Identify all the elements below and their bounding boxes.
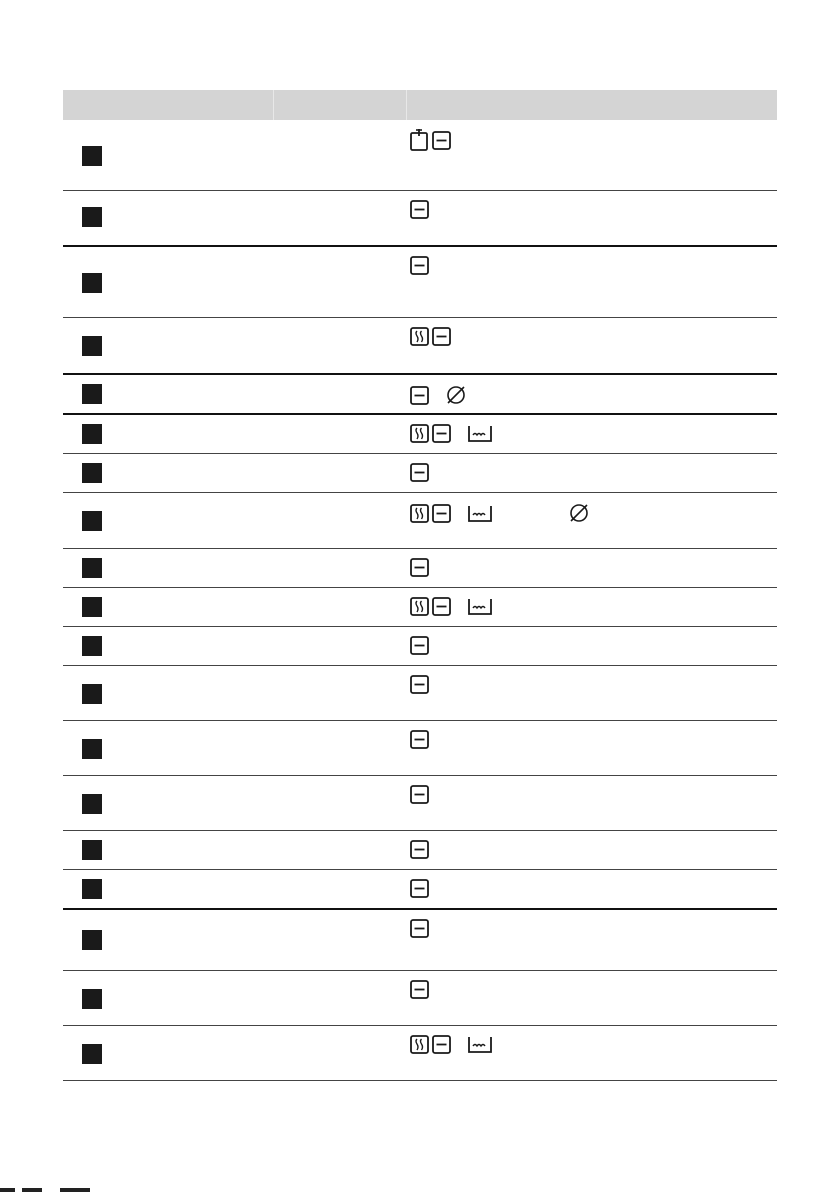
off-icon bbox=[568, 502, 590, 524]
steam-icon bbox=[410, 597, 429, 616]
steam-icon bbox=[410, 504, 429, 523]
row-icons bbox=[410, 200, 432, 219]
table-row bbox=[63, 454, 777, 493]
row-marker bbox=[82, 273, 102, 293]
row-icons bbox=[410, 980, 432, 999]
panel-icon bbox=[432, 504, 451, 523]
row-icons bbox=[410, 327, 454, 346]
table-row bbox=[63, 415, 777, 454]
row-icons bbox=[410, 558, 432, 577]
row-marker bbox=[82, 930, 102, 950]
settings-table bbox=[63, 90, 777, 1081]
water-tray-icon bbox=[467, 597, 493, 616]
row-icons bbox=[410, 675, 432, 694]
table-row bbox=[63, 831, 777, 870]
row-marker bbox=[82, 739, 102, 759]
row-marker bbox=[82, 511, 102, 531]
steam-icon bbox=[410, 327, 429, 346]
steam-icon bbox=[410, 1035, 429, 1054]
table-row bbox=[63, 493, 777, 549]
row-icons bbox=[410, 879, 432, 898]
timer-icon bbox=[410, 129, 429, 151]
row-icons bbox=[410, 129, 454, 151]
panel-icon bbox=[410, 463, 429, 482]
table-row bbox=[63, 247, 777, 318]
header-divider bbox=[273, 90, 274, 120]
row-marker bbox=[82, 146, 102, 166]
panel-icon bbox=[410, 980, 429, 999]
row-icons bbox=[410, 840, 432, 859]
row-marker bbox=[82, 207, 102, 227]
panel-icon bbox=[410, 558, 429, 577]
table-row bbox=[63, 318, 777, 375]
row-marker bbox=[82, 636, 102, 656]
row-marker bbox=[82, 424, 102, 444]
table-row bbox=[63, 120, 777, 191]
table-row bbox=[63, 971, 777, 1026]
page-edge-marks bbox=[0, 1188, 95, 1192]
table-row bbox=[63, 549, 777, 588]
row-marker bbox=[82, 558, 102, 578]
panel-icon bbox=[432, 131, 451, 150]
table-row bbox=[63, 721, 777, 776]
water-tray-icon bbox=[467, 504, 493, 523]
panel-icon bbox=[410, 386, 429, 405]
table-body bbox=[63, 120, 777, 1081]
row-icons bbox=[410, 463, 432, 482]
table-row bbox=[63, 870, 777, 910]
panel-icon bbox=[410, 636, 429, 655]
water-tray-icon bbox=[467, 1035, 493, 1054]
table-row bbox=[63, 776, 777, 831]
row-marker bbox=[82, 336, 102, 356]
header-divider bbox=[406, 90, 407, 120]
table-row bbox=[63, 627, 777, 666]
row-marker bbox=[82, 597, 102, 617]
row-marker bbox=[82, 384, 102, 404]
row-marker bbox=[82, 840, 102, 860]
row-marker bbox=[82, 1044, 102, 1064]
row-icons bbox=[410, 384, 470, 406]
table-row bbox=[63, 666, 777, 721]
table-header bbox=[63, 90, 777, 120]
row-marker bbox=[82, 684, 102, 704]
row-icons bbox=[410, 424, 496, 443]
row-icons bbox=[410, 636, 432, 655]
row-marker bbox=[82, 463, 102, 483]
row-marker bbox=[82, 794, 102, 814]
panel-icon bbox=[410, 919, 429, 938]
table-row bbox=[63, 910, 777, 971]
panel-icon bbox=[410, 840, 429, 859]
panel-icon bbox=[410, 675, 429, 694]
table-row bbox=[63, 588, 777, 627]
panel-icon bbox=[410, 879, 429, 898]
table-row bbox=[63, 1026, 777, 1081]
panel-icon bbox=[432, 327, 451, 346]
water-tray-icon bbox=[467, 424, 493, 443]
panel-icon bbox=[432, 1035, 451, 1054]
panel-icon bbox=[410, 200, 429, 219]
table-row bbox=[63, 191, 777, 247]
panel-icon bbox=[432, 424, 451, 443]
row-icons bbox=[410, 502, 593, 524]
row-marker bbox=[82, 879, 102, 899]
row-icons bbox=[410, 919, 432, 938]
steam-icon bbox=[410, 424, 429, 443]
row-icons bbox=[410, 730, 432, 749]
row-icons bbox=[410, 1035, 496, 1054]
row-icons bbox=[410, 785, 432, 804]
panel-icon bbox=[410, 256, 429, 275]
panel-icon bbox=[410, 785, 429, 804]
panel-icon bbox=[410, 730, 429, 749]
panel-icon bbox=[432, 597, 451, 616]
row-marker bbox=[82, 989, 102, 1009]
row-icons bbox=[410, 597, 496, 616]
off-icon bbox=[445, 384, 467, 406]
table-row bbox=[63, 375, 777, 415]
row-icons bbox=[410, 256, 432, 275]
